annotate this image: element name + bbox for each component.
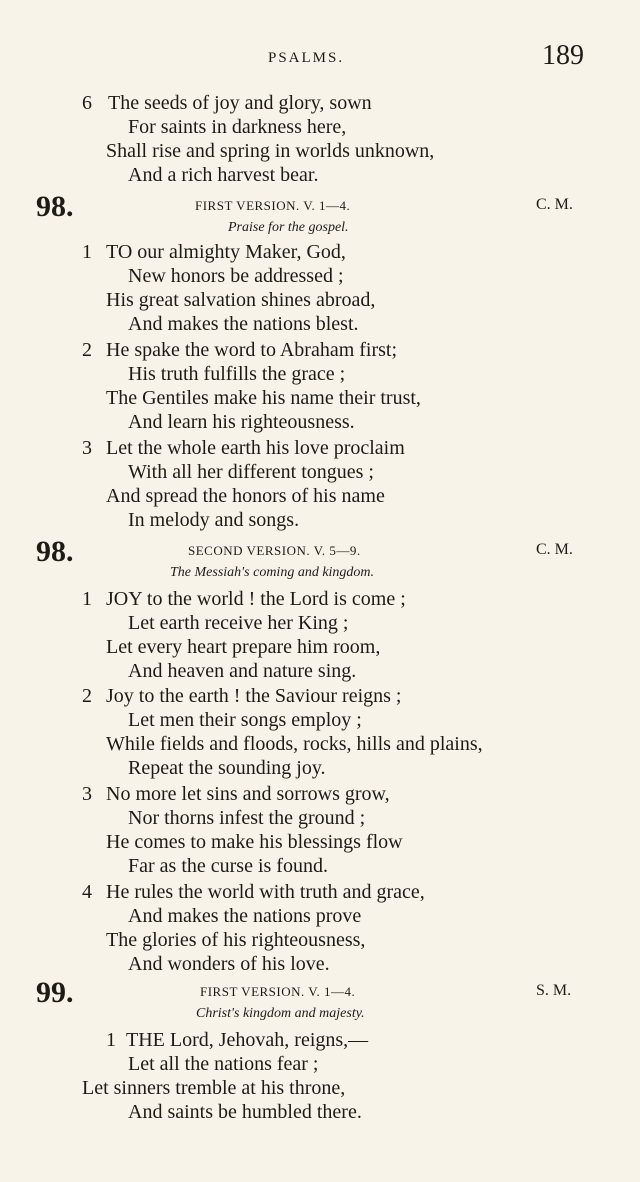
page-number: 189 bbox=[542, 40, 584, 71]
verse-line: Let earth receive her King ; bbox=[128, 612, 349, 634]
verse-line: He comes to make his blessings flow bbox=[106, 831, 403, 853]
verse-line: And makes the nations blest. bbox=[128, 313, 359, 335]
verse-line: And heaven and nature sing. bbox=[128, 660, 357, 682]
verse-line: Let all the nations fear ; bbox=[128, 1053, 319, 1075]
verse-number: 6 bbox=[82, 92, 92, 114]
verse-line: Nor thorns infest the ground ; bbox=[128, 807, 366, 829]
version-heading: FIRST VERSION. V. 1—4. bbox=[195, 198, 351, 213]
verse-line: His truth fulfills the grace ; bbox=[128, 363, 346, 385]
meter-label: C. M. bbox=[536, 541, 573, 558]
running-title: PSALMS. bbox=[268, 50, 345, 66]
meter-label: C. M. bbox=[536, 196, 573, 213]
meter-label: S. M. bbox=[536, 982, 572, 999]
verse-line: Repeat the sounding joy. bbox=[128, 757, 326, 779]
verse-line: He rules the world with truth and grace, bbox=[106, 881, 425, 903]
verse-line: Let the whole earth his love proclaim bbox=[106, 437, 405, 459]
verse-line: Let every heart prepare him room, bbox=[106, 636, 381, 658]
verse-line: And a rich harvest bear. bbox=[128, 164, 319, 186]
verse-line: The Gentiles make his name their trust, bbox=[106, 387, 421, 409]
verse-line: And makes the nations prove bbox=[128, 905, 362, 927]
verse-number: 1 bbox=[106, 1029, 116, 1051]
verse-number: 1 bbox=[82, 241, 92, 263]
verse-line: Let men their songs employ ; bbox=[128, 709, 362, 731]
verse-line: Let sinners tremble at his throne, bbox=[82, 1077, 346, 1099]
verse-line: He spake the word to Abraham first; bbox=[106, 339, 398, 361]
verse-line: In melody and songs. bbox=[128, 509, 300, 531]
verse-line: Far as the curse is found. bbox=[128, 855, 328, 877]
verse-line: TO our almighty Maker, God, bbox=[106, 241, 346, 263]
verse-line: While fields and floods, rocks, hills and plains, bbox=[106, 733, 483, 755]
verse-line: The glories of his righteousness, bbox=[106, 929, 366, 951]
verse-line: His great salvation shines abroad, bbox=[106, 289, 376, 311]
verse-number: 2 bbox=[82, 685, 92, 707]
verse-number: 2 bbox=[82, 339, 92, 361]
verse-line: No more let sins and sorrows grow, bbox=[106, 783, 390, 805]
psalm-number: 98. bbox=[36, 535, 74, 568]
verse-line: Joy to the earth ! the Saviour reigns ; bbox=[106, 685, 402, 707]
verse-number: 3 bbox=[82, 783, 92, 805]
verse-line: And wonders of his love. bbox=[128, 953, 330, 975]
verse-line: And learn his righteousness. bbox=[128, 411, 355, 433]
verse-line: With all her different tongues ; bbox=[128, 461, 374, 483]
verse-line: The seeds of joy and glory, sown bbox=[108, 92, 372, 114]
verse-number: 1 bbox=[82, 588, 92, 610]
psalm-number: 99. bbox=[36, 976, 74, 1009]
verse-line: New honors be addressed ; bbox=[128, 265, 344, 287]
version-heading: SECOND VERSION. V. 5—9. bbox=[188, 543, 361, 558]
verse-line: JOY to the world ! the Lord is come ; bbox=[106, 588, 406, 610]
version-heading: FIRST VERSION. V. 1—4. bbox=[200, 984, 356, 999]
hymn-subtitle: Praise for the gospel. bbox=[228, 220, 349, 235]
verse-number: 3 bbox=[82, 437, 92, 459]
verse-number: 4 bbox=[82, 881, 92, 903]
verse-line: For saints in darkness here, bbox=[128, 116, 347, 138]
verse-line: And spread the honors of his name bbox=[106, 485, 385, 507]
verse-line: And saints be humbled there. bbox=[128, 1101, 362, 1123]
verse-line: Shall rise and spring in worlds unknown, bbox=[106, 140, 435, 162]
hymn-subtitle: Christ's kingdom and majesty. bbox=[196, 1006, 365, 1021]
verse-line: THE Lord, Jehovah, reigns,— bbox=[126, 1029, 369, 1051]
hymn-subtitle: The Messiah's coming and kingdom. bbox=[170, 565, 375, 580]
psalm-number: 98. bbox=[36, 190, 74, 223]
